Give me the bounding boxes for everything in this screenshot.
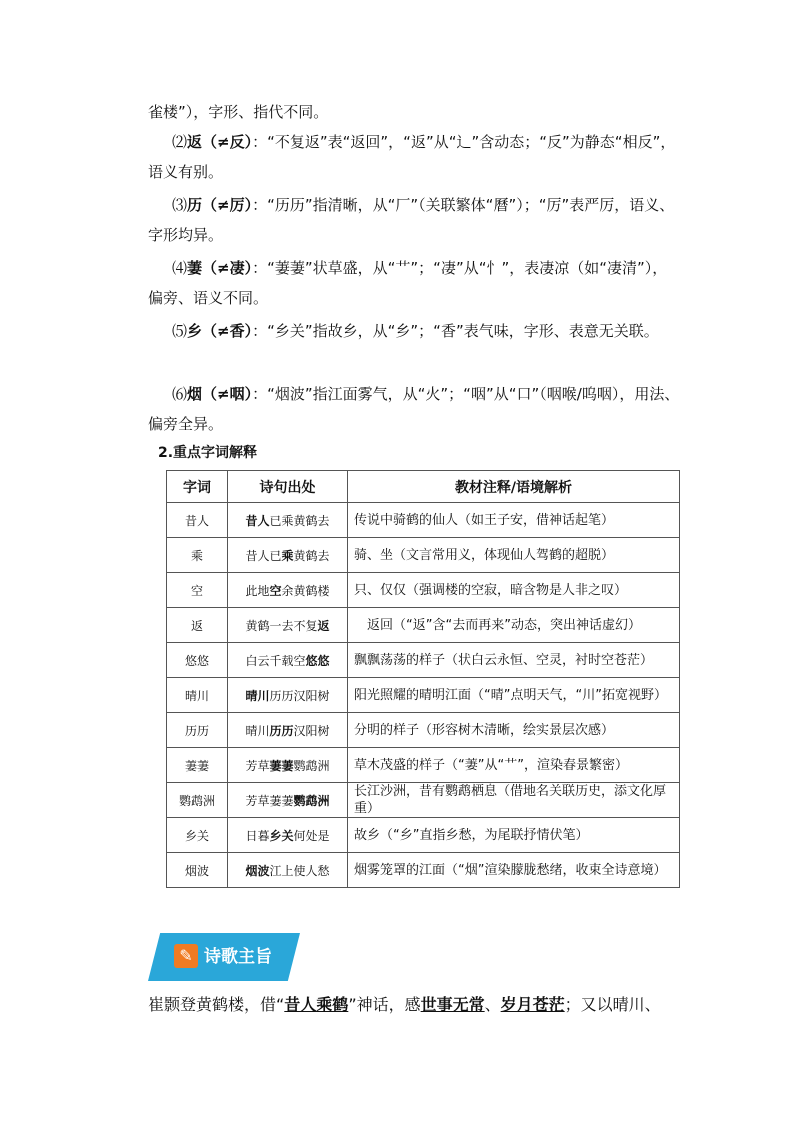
table-row [167,503,680,538]
source-text: 已乘黄鹤去 [269,513,330,528]
item-number: ⑸ [172,322,188,340]
explanation-cell: 传说中骑鹤的仙人（如王子安，借神话起笔） [348,503,680,538]
source-line-cell [228,678,348,713]
source-text: 白云千载空 [245,653,306,668]
source-text: 芳草 [245,758,270,773]
source-text: 此地 [245,583,270,598]
source-keyword: 返 [317,618,330,633]
theme-paragraph [148,992,688,1018]
item-head: 萋（≠凄） [187,259,253,277]
table-row [167,643,680,678]
source-line-cell [228,538,348,573]
source-line-cell [228,573,348,608]
source-line-cell [228,713,348,748]
table-row [167,573,680,608]
explanation-cell: 阳光照耀的晴明江面（“晴”点明天气，“川”拓宽视野） [348,678,680,713]
word-cell: 历历 [167,713,228,748]
source-line-cell [228,748,348,783]
theme-text: 崔颢登黄鹤楼，借“ [148,995,285,1014]
source-text: 鹦鹉洲 [293,758,330,773]
word-cell: 空 [167,573,228,608]
section-title: 2.重点字词解释 [158,445,258,461]
glyph-item [148,127,680,187]
theme-keyword: 岁月苍茫 [500,995,565,1014]
item-body: ：“历历”指清晰，从“厂”（关联繁体“曆”）；“厉”表严厉，语义、字形均异。 [148,196,675,244]
item-head: 返（≠反） [187,133,253,151]
source-keyword: 烟波 [245,863,270,878]
source-text: 汉阳树 [293,723,330,738]
table-row [167,608,680,643]
word-cell: 萋萋 [167,748,228,783]
explanation-cell: 故乡（“乡”直指乡愁，为尾联抒情伏笔） [348,818,680,853]
source-text: 黄鹤去 [293,548,330,563]
item-body: ：“烟波”指江面雾气，从“火”；“咽”从“口”（咽喉/呜咽），用法、偏旁全异。 [148,385,680,433]
explanation-cell: 只、仅仅（强调楼的空寂，暗含物是人非之叹） [348,573,680,608]
source-text: 黄鹤一去不复 [245,618,318,633]
source-keyword: 悠悠 [305,653,330,668]
item-body: ：“乡关”指故乡，从“乡”；“香”表气味，字形、表意无关联。 [252,322,659,340]
item-number: ⑹ [172,385,188,403]
explanation-cell: 草木茂盛的样子（“萋”从“艹”，渲染春景繁密） [348,748,680,783]
item-head: 历（≠厉） [187,196,253,214]
source-keyword: 历历 [269,723,294,738]
column-header: 字词 [167,471,228,503]
source-keyword: 乡关 [269,828,294,843]
table-row [167,818,680,853]
explanation-cell: 长江沙洲，昔有鹦鹉栖息（借地名关联历史，添文化厚重） [348,783,680,818]
explanation-cell: 分明的样子（形容树木清晰，绘实景层次感） [348,713,680,748]
item-number: ⑶ [172,196,188,214]
explanation-cell: 返回（“返”含“去而再来”动态，突出神话虚幻） [348,608,680,643]
intro-line: 雀楼”），字形、指代不同。 [148,103,329,121]
column-header: 教材注释/语境解析 [348,471,680,503]
table-row [167,713,680,748]
source-keyword: 萋萋 [269,758,294,773]
item-head: 乡（≠香） [187,322,253,340]
vocabulary-table [166,470,680,888]
item-number: ⑵ [172,133,188,151]
source-line-cell [228,503,348,538]
poem-theme-badge [148,933,298,981]
item-body: ：“不复返”表“返回”，“返”从“辶”含动态；“反”为静态“相反”，语义有别。 [148,133,676,181]
badge-label: 诗歌主旨 [204,947,272,967]
word-cell: 鹦鹉洲 [167,783,228,818]
table-row [167,748,680,783]
source-keyword: 空 [269,583,282,598]
source-text: 历历汉阳树 [269,688,330,703]
source-keyword: 晴川 [245,688,270,703]
table-header-row [167,471,680,503]
source-text: 何处是 [293,828,330,843]
item-number: ⑷ [172,259,188,277]
table-body [167,503,680,888]
table-row [167,538,680,573]
word-cell: 乘 [167,538,228,573]
word-cell: 昔人 [167,503,228,538]
source-keyword: 鹦鹉洲 [293,793,330,808]
theme-text: ”神话，感 [348,995,421,1014]
source-text: 昔人已 [245,548,282,563]
table-row [167,853,680,888]
glyph-item [148,190,680,250]
theme-keyword: 昔人乘鹤 [284,995,349,1014]
source-keyword: 昔人 [245,513,270,528]
source-text: 日暮 [245,828,270,843]
theme-text: 、 [484,995,501,1014]
word-cell: 悠悠 [167,643,228,678]
theme-text: ；又以晴川、 [564,995,661,1014]
table-row [167,783,680,818]
source-line-cell [228,643,348,678]
explanation-cell: 骑、坐（文言常用义，体现仙人驾鹤的超脱） [348,538,680,573]
source-text: 芳草萋萋 [245,793,294,808]
source-text: 晴川 [245,723,270,738]
column-header: 诗句出处 [228,471,348,503]
word-cell: 烟波 [167,853,228,888]
word-cell: 乡关 [167,818,228,853]
source-line-cell [228,818,348,853]
theme-keyword: 世事无常 [420,995,485,1014]
glyph-item [148,316,680,346]
explanation-cell: 烟雾笼罩的江面（“烟”渲染朦胧愁绪，收束全诗意境） [348,853,680,888]
glyph-item [148,253,680,313]
pencil-note-icon: ✎ [174,944,198,968]
word-cell: 晴川 [167,678,228,713]
table-row [167,678,680,713]
source-line-cell [228,783,348,818]
source-line-cell [228,608,348,643]
source-line-cell [228,853,348,888]
glyph-item [148,379,680,439]
explanation-cell: 飘飘荡荡的样子（状白云永恒、空灵，衬时空苍茫） [348,643,680,678]
word-cell: 返 [167,608,228,643]
source-text: 余黄鹤楼 [281,583,330,598]
item-body: ：“萋萋”状草盛，从“艹”；“凄”从“忄”，表凄凉（如“凄清”），偏旁、语义不同。 [148,259,668,307]
source-keyword: 乘 [281,548,294,563]
item-head: 烟（≠咽） [187,385,253,403]
source-text: 江上使人愁 [269,863,330,878]
